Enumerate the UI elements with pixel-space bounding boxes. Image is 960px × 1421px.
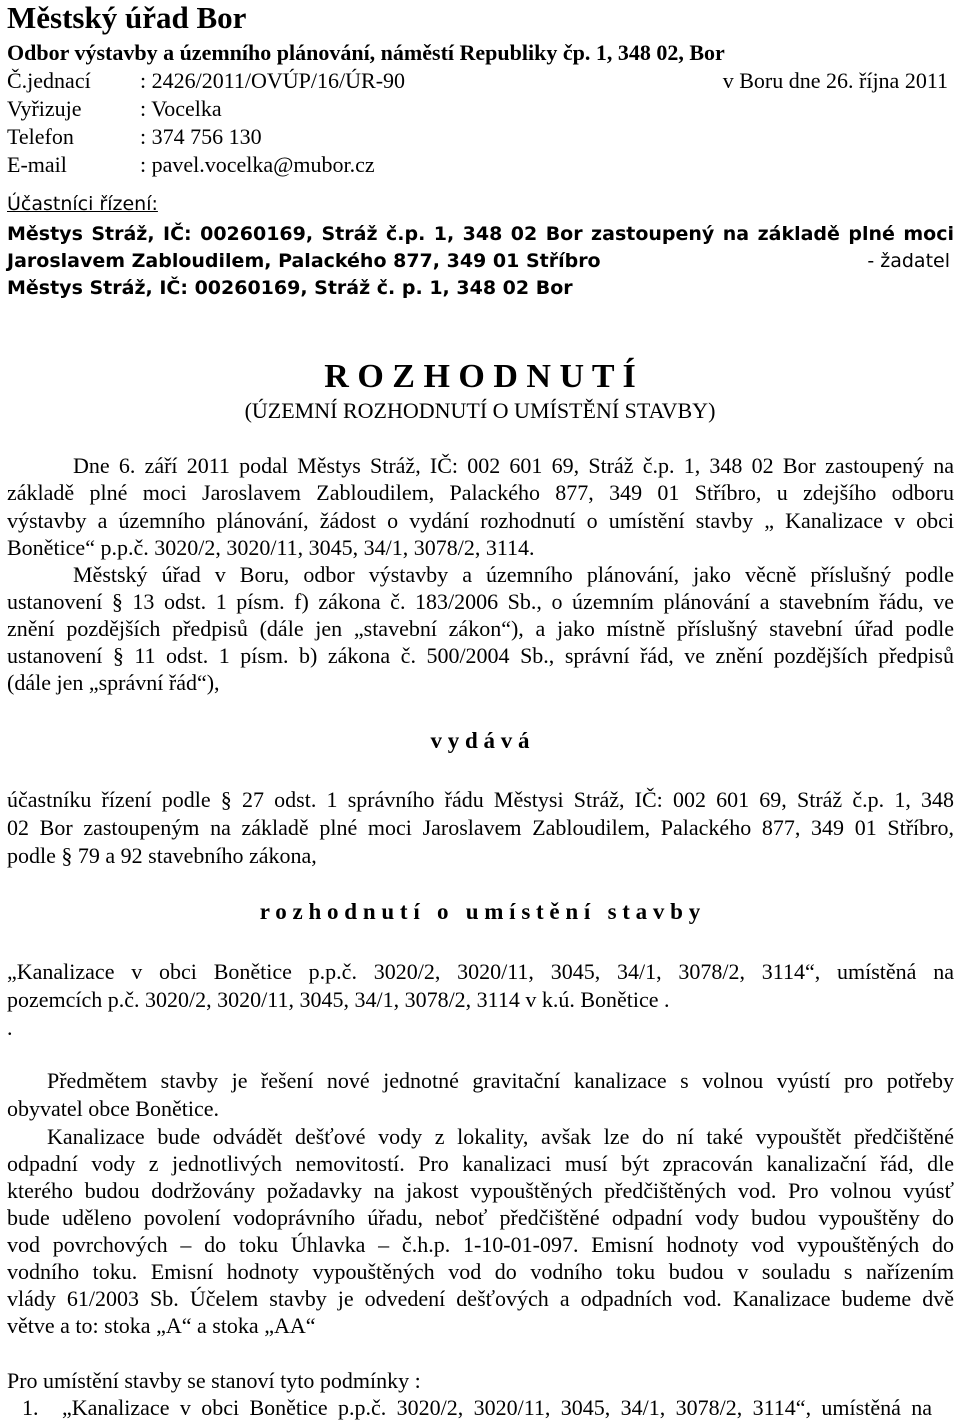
reference-row — [7, 70, 91, 92]
email-label: E-mail — [7, 152, 67, 177]
paragraph-2-line: ustanovení § 13 odst. 1 písm. f) zákona č. 183/2006 Sb., o územním plánování a stavebním řádu, ve — [7, 589, 954, 614]
paragraph-1-line: výstavby a územního plánování, žádost o vydání rozhodnutí o umístění stavby „ Kanalizace v obci — [7, 508, 954, 533]
paragraph-6-line: Kanalizace bude odvádět dešťové vody z lokality, avšak lze do ní také vypouštět předčištěné — [47, 1124, 954, 1149]
department-address: Odbor výstavby a územního plánování, náměstí Republiky čp. 1, 348 02, Bor — [7, 40, 725, 65]
paragraph-3-line: podle § 79 a 92 stavebního zákona, — [7, 843, 317, 868]
handler-label: Vyřizuje — [7, 96, 82, 121]
paragraph-2-line: ustanovení § 11 odst. 1 písm. b) zákona č. 500/2004 Sb., správní řád, ve znění pozdějších předpisů — [7, 643, 954, 668]
issues-heading: v y d á v á — [430, 728, 530, 753]
paragraph-6-line: vodního toku. Emisní hodnoty vypouštěných vod do vodního toku budou v souladu s nařízením — [7, 1259, 954, 1284]
paragraph-6-line: bude uděleno povolení vodoprávního úřadu, neboť předčištěné odpadní vody budou vypouštěny do — [7, 1205, 954, 1230]
participant-line-2: Jaroslavem Zabloudilem, Palackého 877, 349 01 Stříbro — [7, 250, 601, 272]
decision-subtitle: (ÚZEMNÍ ROZHODNUTÍ O UMÍSTĚNÍ STAVBY) — [244, 398, 716, 423]
office-title: Městský úřad Bor — [7, 0, 247, 35]
paragraph-6-line: větve a to: stoka „A“ a stoka „AA“ — [7, 1313, 316, 1338]
paragraph-4-line: „Kanalizace v obci Bonětice p.p.č. 3020/2, 3020/11, 3045, 34/1, 3078/2, 3114“, umístěná na — [7, 959, 954, 984]
paragraph-4-line: pozemcích p.č. 3020/2, 3020/11, 3045, 34/1, 3078/2, 3114 v k.ú. Bonětice . — [7, 987, 670, 1012]
reference-label: Č.jednací — [7, 68, 91, 93]
paragraph-6-line: vod povrchových – do toku Úhlavka – č.h.p. 1-10-01-097. Emisní hodnoty vod vypouštěných do — [7, 1232, 954, 1257]
phone-value: : 374 756 130 — [140, 124, 262, 149]
handler-value: : Vocelka — [140, 96, 222, 121]
paragraph-5-line: obyvatel obce Bonětice. — [7, 1096, 219, 1121]
participant-role: - žadatel — [867, 250, 950, 272]
paragraph-3-line: 02 Bor zastoupeným na základě plné moci Jaroslavem Zabloudilem, Palackého 877, 349 01 Stříbro, — [7, 815, 954, 840]
paragraph-5-line: Předmětem stavby je řešení nové jednotné gravitační kanalizace s volnou vyústí pro potřeby — [47, 1068, 954, 1093]
condition-1-number: 1. — [22, 1395, 39, 1420]
place-date: v Boru dne 26. října 2011 — [722, 68, 948, 93]
paragraph-2-line: znění pozdějších předpisů (dále jen „stavební zákon“), a jako místně příslušný stavební úřad podle — [7, 616, 954, 641]
placement-heading: r o z h o d n u t í o u m í s t ě n í s t a v b y — [259, 899, 701, 924]
participant-line-3: Městys Stráž, IČ: 00260169, Stráž č. p. 1, 348 02 Bor — [7, 277, 573, 299]
paragraph-3-line: účastníku řízení podle § 27 odst. 1 správního řádu Městysi Stráž, IČ: 002 601 69, Stráž č.p. 1, 348 — [7, 787, 954, 812]
conditions-intro: Pro umístění stavby se stanoví tyto podmínky : — [7, 1368, 421, 1393]
paragraph-1-line: Bonětice“ p.p.č. 3020/2, 3020/11, 3045, 34/1, 3078/2, 3114. — [7, 535, 535, 560]
paragraph-1-line: základě plné moci Jaroslavem Zabloudilem, Palackého 877, 349 01 Stříbro, u zdejšího odboru — [7, 480, 954, 505]
phone-label: Telefon — [7, 124, 74, 149]
paragraph-6-line: kterého budou dodržovány požadavky na jakost vypouštěných předčištěných vod. Pro volnou vyúsť — [7, 1178, 954, 1203]
reference-number: : 2426/2011/OVÚP/16/ÚR-90 — [140, 68, 406, 93]
condition-1-text: „Kanalizace v obci Bonětice p.p.č. 3020/2, 3020/11, 3045, 34/1, 3078/2, 3114“, umístěná na — [62, 1395, 932, 1420]
paragraph-2-line: Městský úřad v Boru, odbor výstavby a územního plánování, jako věcně příslušný podle — [73, 562, 954, 587]
participant-line-1: Městys Stráž, IČ: 00260169, Stráž č.p. 1, 348 02 Bor zastoupený na základě plné moci — [7, 223, 954, 245]
email-value: : pavel.vocelka@mubor.cz — [140, 152, 375, 177]
participants-heading: Účastníci řízení: — [7, 193, 158, 215]
paragraph-6-line: odpadní vody z jednotlivých nemovitostí. Pro kanalizaci musí být zpracován kanalizační řád, dle — [7, 1151, 954, 1176]
paragraph-2-line: (dále jen „správní řád“), — [7, 670, 220, 695]
paragraph-6-line: vlády 61/2003 Sb. Účelem stavby je odvedení dešťových a odpadních vod. Kanalizace budeme dvě — [7, 1286, 954, 1311]
paragraph-1-line: Dne 6. září 2011 podal Městys Stráž, IČ: 002 601 69, Stráž č.p. 1, 348 02 Bor zastoupený na — [73, 453, 954, 478]
stray-dot: . — [7, 1015, 13, 1040]
decision-title: R O Z H O D N U T Í — [324, 358, 636, 395]
